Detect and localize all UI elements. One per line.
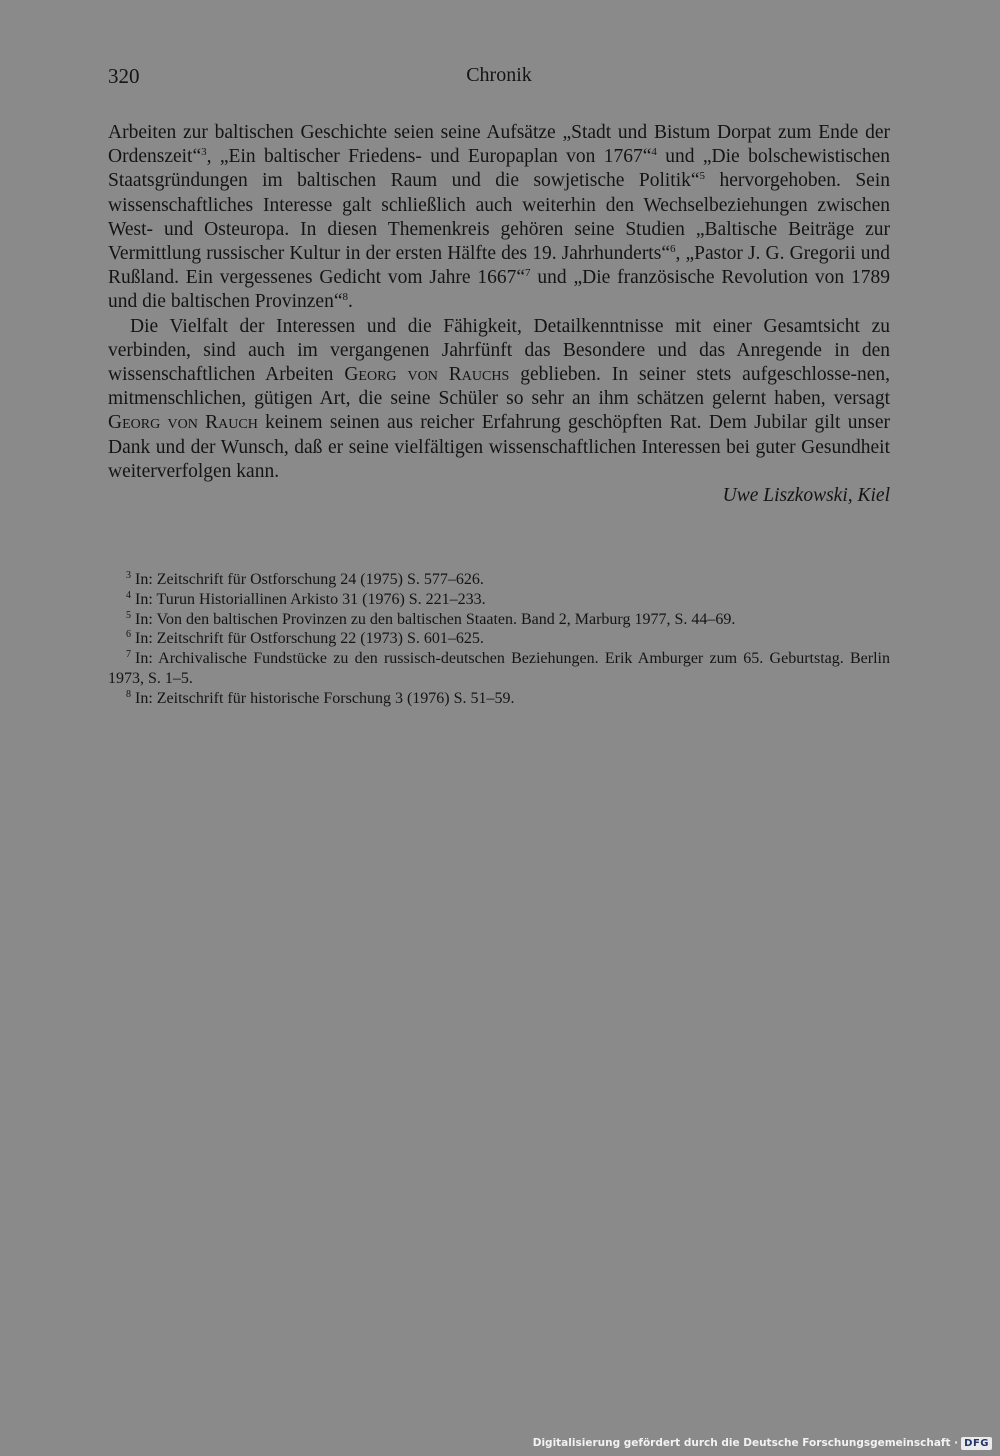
- footnote-number: 7: [126, 649, 131, 661]
- text-run: keinem seinen aus reicher Erfahrung geschöpften Rat. Dem Jubilar gilt unser Dank und der Wunsch, daß er seine vielfältigen wissenschaftlichen Interessen bei guter Gesundheit weiterverfolgen kann.: [108, 412, 890, 482]
- running-head: Chronik: [466, 64, 532, 86]
- footnote-text: In: Von den baltischen Provinzen zu den baltischen Staaten. Band 2, Marburg 1977, S. 44–69.: [135, 610, 736, 628]
- footnote-8: [108, 689, 890, 709]
- footnote-text: In: Turun Historiallinen Arkisto 31 (1976) S. 221–233.: [135, 590, 486, 608]
- text-run: , „Pastor J. G. Gregorii und Rußland. Ein vergessenes Gedicht vom Jahre 1667“: [108, 243, 890, 289]
- footnote-6: [108, 629, 890, 649]
- footnote-number: 6: [126, 629, 131, 641]
- paragraph-2: [108, 315, 890, 484]
- footnote-number: 4: [126, 589, 131, 601]
- footnote-number: 5: [126, 609, 131, 621]
- footnote-ref-7: 7: [525, 267, 531, 280]
- digitization-credit: [533, 1433, 992, 1453]
- author-signature: Uwe Liszkowski, Kiel: [722, 485, 890, 507]
- text-run: geblieben. In seiner stets aufgeschlosse-nen, mitmenschlichen, gütigen Art, die seine Schüler so sehr an ihm schätzen gelernt haben, versagt: [108, 364, 890, 410]
- text-run: und „Die französische Revolution von 1789 und die baltischen Provinzen“: [108, 267, 890, 313]
- body-text: [108, 121, 890, 508]
- page-number: 320: [108, 64, 140, 88]
- footnote-number: 8: [126, 688, 131, 700]
- footnote-ref-3: 3: [201, 146, 207, 159]
- text-run: , „Ein baltischer Friedens- und Europaplan von 1767“: [206, 146, 652, 168]
- footnote-text: In: Archivalische Fundstücke zu den russisch-deutschen Beziehungen. Erik Amburger zum 65. Geburtstag. Berlin 1973, S. 1–5.: [108, 650, 890, 687]
- text-run: und „Die bolschewistischen Staatsgründungen im baltischen Raum und die sowjetische Politik“: [108, 146, 890, 192]
- footnote-text: In: Zeitschrift für Ostforschung 24 (1975) S. 577–626.: [135, 571, 484, 588]
- footnote-ref-6: 6: [669, 243, 676, 256]
- footnote-text: In: Zeitschrift für historische Forschung 3 (1976) S. 51–59.: [135, 689, 515, 707]
- text-run: hervorgehoben. Sein wissenschaftliches Interesse galt schließlich auch weiterhin den Wechselbeziehungen zwischen West- und Osteuropa. In diesen Themenkreis gehören seine Studien „Baltische Beiträge zur Vermittlung russischer Kultur in der ersten Hälfte des 19. Jahrhunderts“: [108, 170, 890, 265]
- footnote-ref-4: 4: [651, 146, 657, 159]
- text-run: Arbeiten zur baltischen Geschichte seien seine Aufsätze „Stadt und Bistum Dorpat zum Ende der Ordenszeit“: [108, 122, 890, 168]
- footnotes: [108, 570, 890, 709]
- footnote-4: [108, 590, 890, 610]
- footnote-text: In: Zeitschrift für Ostforschung 22 (1973) S. 601–625.: [135, 630, 484, 648]
- person-name: Georg von Rauchs: [344, 364, 510, 386]
- dfg-logo[interactable]: DFG: [961, 1437, 992, 1450]
- person-name: Georg von Rauch: [108, 412, 258, 434]
- page-header: [108, 64, 890, 94]
- footnote-3: [108, 570, 890, 590]
- footnote-ref-5: 5: [699, 170, 706, 183]
- credit-text: Digitalisierung gefördert durch die Deutsche Forschungsgemeinschaft ·: [532, 1437, 959, 1449]
- footnote-ref-8: 8: [342, 291, 348, 304]
- text-run: Die Vielfalt der Interessen und die Fähigkeit, Detailkenntnisse mit einer Gesamtsicht zu verbinden, sind auch im vergangenen Jahrfünft das Besondere und das Anregende in den wissenschaftlichen Arbeiten: [108, 315, 890, 386]
- paragraph-1: [108, 121, 890, 315]
- text-run: .: [347, 291, 353, 313]
- footnote-number: 3: [126, 570, 131, 581]
- footnote-7: [108, 649, 890, 689]
- footnote-5: [108, 610, 890, 630]
